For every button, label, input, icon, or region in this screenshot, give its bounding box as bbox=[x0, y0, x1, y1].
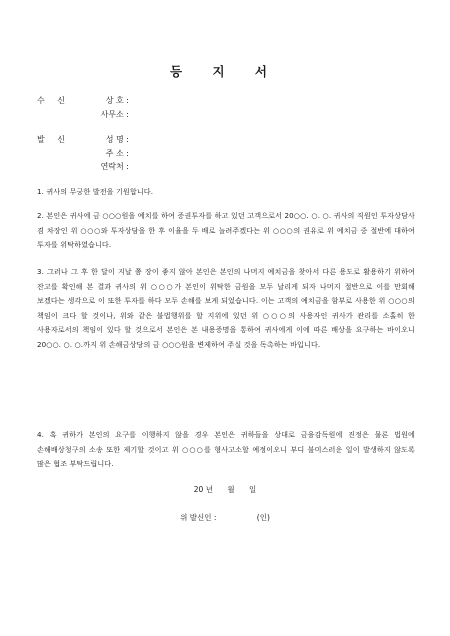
document-title: 등 지 서 bbox=[170, 64, 280, 79]
date-year: 20 bbox=[193, 485, 204, 494]
sender-address-label: 주 소 : bbox=[105, 149, 129, 158]
date-year-unit: 년 bbox=[205, 485, 213, 494]
recipient-name-label: 상 호 : bbox=[105, 96, 129, 105]
sender-name-label: 성 명 : bbox=[105, 135, 129, 144]
date-day-unit: 일 bbox=[248, 485, 257, 494]
recipient-office-label: 사무소 : bbox=[100, 110, 129, 119]
sender-group-label: 발 신 bbox=[37, 135, 70, 144]
date-month-unit: 월 bbox=[227, 485, 235, 494]
date-line bbox=[0, 484, 450, 495]
paragraph-1: 1. 귀사의 무궁한 발전을 기원합니다. bbox=[37, 187, 154, 196]
signature-line bbox=[0, 512, 450, 523]
paragraph-3: 3. 그러나 그 후 한 달이 지날 쯤 장이 좋지 않아 본인은 본인의 나머지 예치금을 찾아서 다른 용도로 활용하기 위하여 잔고를 확인해 본 결과 귀사의 위 ○○○가 본인이 위탁한 금원을 모두 날리게 되자 나머지 절반으로 이를 만회해 보겠다는 생각으로 이 또한 투자를 하다 모두 손해를 보게 되었습니다. 이는 고객의 예치금을 함부로 사용한 위 ○○○의 책임이 크다 할 것이나, 위와 같은 불법행위를 할 지위에 있던 위 ○○○의 사용자인 귀사가 관리를 소홀히 한 사용자로서의 책임이 있다 할 것으로서 본인은 본 내용증명을 통하여 귀사에게 이에 따른 배상을 요구하는 바이오니 20○○. ○. ○.까지 위 손해금상당의 금 ○○○원을 변제하여 주실 것을 독촉하는 바입니다. bbox=[37, 267, 415, 349]
paragraph-4: 4. 혹 귀하가 본인의 요구를 이행하지 않을 경우 본인은 귀하들을 상대로 금융감독원에 진정은 물론 법원에 손해배상청구의 소송 또한 제기할 것이고 위 ○○○를 형사고소할 예정이오니 부디 불미스러운 일이 발생하지 않도록 많은 협조 부탁드립니다. bbox=[37, 430, 416, 469]
paragraph-2: 2. 본인은 귀사에 금 ○○○원을 예치를 하여 증권투자를 하고 있던 고객으로서 20○○. ○. ○. 귀사의 직원인 투자상담사 겸 차장인 위 ○○○와 투자상담을 한 후 이율을 두 배로 늘려주겠다는 위 ○○○의 권유로 위 예치금 중 절반에 대하여 투자를 위탁하였습니다. bbox=[37, 211, 415, 250]
signature-seal: (인) bbox=[256, 513, 270, 522]
recipient-group-label: 수 신 bbox=[37, 96, 70, 105]
sender-contact-label: 연락처 : bbox=[100, 162, 129, 171]
signature-label: 위 발신인 : bbox=[180, 513, 217, 522]
